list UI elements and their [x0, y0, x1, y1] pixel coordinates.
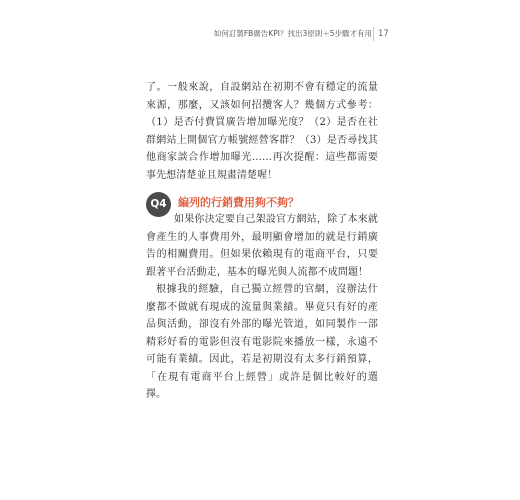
running-title: 如何訂製FB廣告KPI？找出3原則＋5步驟才有用	[213, 29, 372, 38]
question-heading	[146, 194, 378, 211]
question-number-badge: Q4	[146, 192, 171, 217]
question-title: 編列的行銷費用夠不夠？	[178, 196, 299, 209]
answer-block	[146, 211, 378, 404]
header-divider	[373, 27, 374, 41]
answer-paragraph-1: 如果你決定要自己架設官方網站，除了本來就會產生的人事費用外，最明顯會增加的就是行銷廣告的相關費用。但如果依賴現有的電商平台，只要跟著平台活動走，基本的曝光與人流都不成問題！	[146, 214, 378, 278]
intro-paragraph: 了。一般來說，自設網站在初期不會有穩定的流量來源，那麼，又該如何招攬客人？幾個方式參考：（1）是否付費買廣告增加曝光度？（2）是否在社群網站上開個官方帳號經營客群？（3）是否尋找其他商家談合作增加曝光……再次提醒：這些都需要事先想清楚並且規畫清楚喔！	[146, 82, 378, 181]
page-header	[0, 27, 520, 41]
page-number: 17	[378, 29, 389, 39]
page-body	[146, 79, 378, 404]
answer-paragraph-2: 根據我的經驗，自己獨立經營的官網，沒辦法什麼都不做就有現成的流量與業績。畢竟只有好的產品與活動，卻沒有外部的曝光管道，如同製作一部精彩好看的電影但沒有電影院來播放一樣，永遠不可能有業績。因此，若是初期沒有太多行銷預算，「在現有電商平台上經營」或許是個比較好的選擇。	[146, 284, 378, 400]
